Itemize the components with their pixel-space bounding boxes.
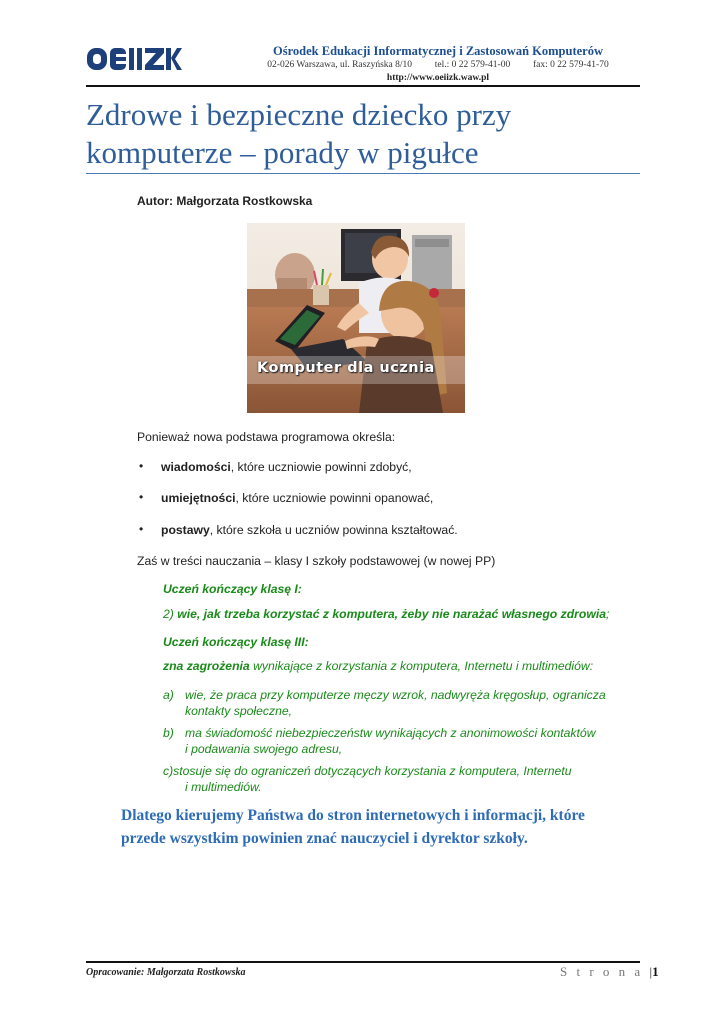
document-title (86, 96, 646, 172)
class-3-lead-text: wynikające z korzystania z komputera, Internetu i multimediów: (249, 659, 594, 673)
organization-name: Ośrodek Edukacji Informatycznej i Zastosowań Komputerów (273, 44, 603, 58)
title-underline (86, 173, 640, 174)
class-3-lead-bold: zna zagrożenia (163, 659, 250, 673)
list-item-a-line-1: wie, że praca przy komputerze męczy wzrok, nadwyręża kręgosłup, ogranicza (185, 688, 606, 702)
class-1-item (163, 606, 609, 622)
organization-url[interactable]: http://www.oeiizk.waw.pl (386, 73, 490, 83)
bullet-item-3 (161, 522, 458, 538)
list-item-c-line-2: i multimediów. (185, 780, 262, 794)
title-line-1: Zdrowe i bezpieczne dziecko przy (86, 97, 512, 132)
bullet-item-2-text: , które uczniowie powinni opanować, (235, 491, 434, 505)
closing-paragraph (121, 804, 651, 850)
oeiizk-logo (86, 44, 182, 74)
oeiizk-logo-graphic (86, 44, 182, 74)
page-number-value: 1 (652, 964, 659, 979)
list-item-b (185, 725, 625, 757)
class-1-item-tail: ; (605, 607, 610, 621)
list-item-a-line-2: kontakty społeczne, (185, 704, 293, 718)
bullet-item-1 (161, 459, 412, 475)
bullet-icon: • (139, 490, 144, 504)
list-item-c (163, 763, 623, 795)
bullet-item-2 (161, 490, 433, 506)
list-item-c-text: stosuje się do ograniczeń dotyczących korzystania z komputera, Internetu (173, 764, 572, 778)
organization-contact-line (258, 59, 618, 72)
photo-caption: Komputer dla ucznia (257, 360, 435, 376)
curriculum-intro: Zaś w treści nauczania – klasy I szkoły podstawowej (w nowej PP) (137, 554, 496, 568)
list-item-a (185, 687, 625, 719)
page-separator: | (649, 964, 653, 979)
bullet-item-3-bold: postawy (161, 523, 210, 537)
page-number (560, 964, 659, 980)
class-1-item-number: 2) (163, 607, 178, 621)
bullet-item-2-bold: umiejętności (161, 491, 236, 505)
author-line: Autor: Małgorzata Rostkowska (137, 194, 313, 208)
title-line-2: komputerze – porady w pigułce (86, 135, 479, 170)
footer-divider (86, 961, 640, 963)
children-at-computer-photo (247, 223, 465, 413)
list-letter-a: a) (163, 688, 174, 702)
photo-illustration (247, 223, 465, 413)
list-item-c-line-1 (163, 763, 623, 779)
header-divider (86, 85, 640, 87)
class-1-item-text: wie, jak trzeba korzystać z komputera, żeby nie narażać własnego zdrowia (177, 607, 606, 621)
page-label: S t r o n a (560, 964, 644, 979)
intro-paragraph: Ponieważ nowa podstawa programowa określa: (137, 430, 396, 444)
class-3-heading: Uczeń kończący klasę III: (163, 635, 309, 649)
list-item-b-line-1: ma świadomość niebezpieczeństw wynikających z anonimowości kontaktów (185, 726, 596, 740)
closing-line-2: przede wszystkim powinien znać nauczyciel i dyrektor szkoły. (121, 830, 528, 847)
organization-address: 02-026 Warszawa, ul. Raszyńska 8/10 (267, 60, 412, 70)
bullet-item-3-text: , które szkoła u uczniów powinna kształtować. (209, 523, 458, 537)
organization-phone: tel.: 0 22 579-41-00 (434, 60, 511, 70)
list-letter-b: b) (163, 726, 174, 740)
bullet-item-1-text: , które uczniowie powinni zdobyć, (230, 460, 412, 474)
class-1-heading: Uczeń kończący klasę I: (163, 582, 302, 596)
list-item-b-line-2: i podawania swojego adresu, (185, 742, 343, 756)
list-letter-c: c) (163, 764, 174, 778)
bullet-icon: • (139, 459, 144, 473)
footer-author: Opracowanie: Małgorzata Rostkowska (86, 967, 246, 978)
closing-line-1: Dlatego kierujemy Państwa do stron internetowych i informacji, które (121, 807, 585, 824)
organization-fax: fax: 0 22 579-41-70 (532, 60, 609, 70)
class-3-lead (163, 658, 593, 674)
organization-header (258, 44, 618, 84)
bullet-item-1-bold: wiadomości (161, 460, 231, 474)
bullet-icon: • (139, 522, 144, 536)
